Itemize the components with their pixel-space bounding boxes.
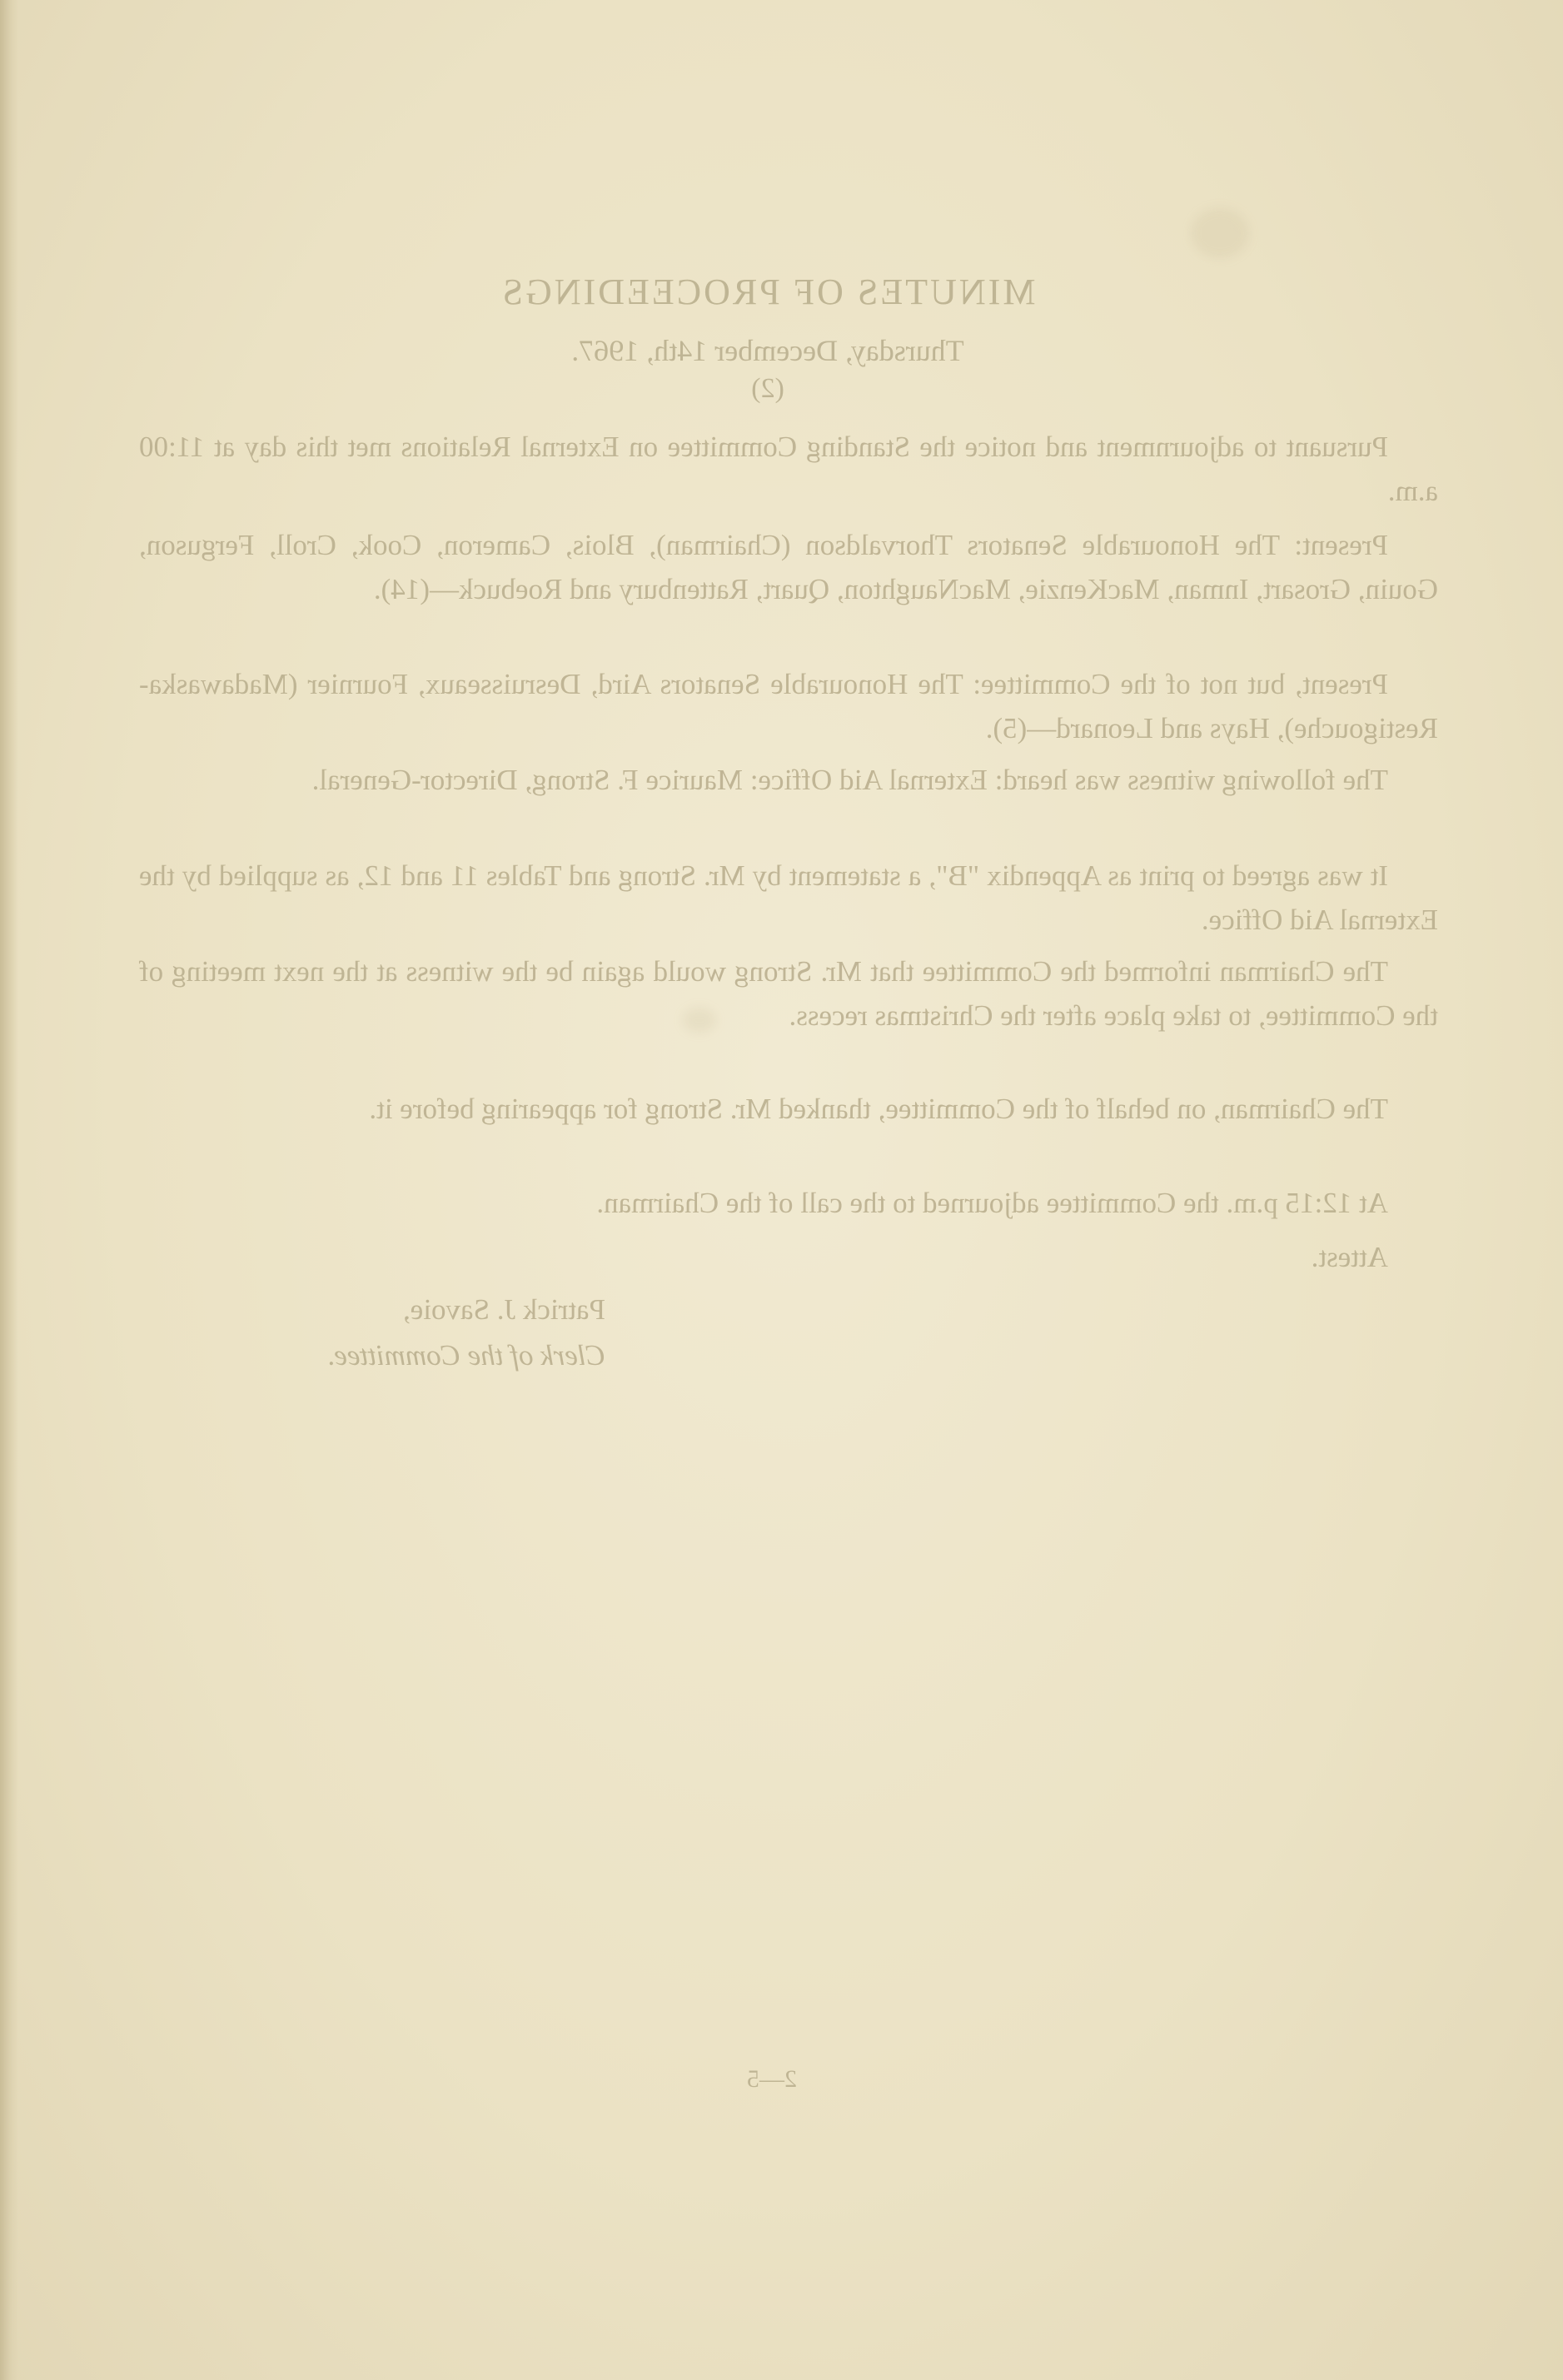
- minutes-title: MINUTES OF PROCEEDINGS: [500, 271, 1036, 312]
- paragraph-next-meeting: The Chairman informed the Committee that Mr. Strong would again be the witness at the next meeting of the Committee, to take place after the Christmas recess.: [139, 955, 1438, 1032]
- signature-role: Clerk of the Committee.: [326, 1339, 605, 1372]
- page-folio: 2—5: [747, 2065, 797, 2093]
- paragraph-appendix: It was agreed to print as Appendix "B", a statement by Mr. Strong and Tables 11 and 12, as supplied by the External Aid Office.: [139, 859, 1438, 936]
- signature-name: Patrick J. Savoie,: [402, 1293, 605, 1326]
- attest-label: Attest.: [1311, 1241, 1388, 1273]
- paragraph-adjourned: At 12:15 p.m. the Committee adjourned to the call of the Chairman.: [596, 1187, 1388, 1219]
- paragraph-thanks: The Chairman, on behalf of the Committee, thanked Mr. Strong for appearing before it.: [369, 1093, 1388, 1125]
- meeting-number: (2): [751, 373, 784, 404]
- meeting-date: Thursday, December 14th, 1967.: [571, 334, 964, 367]
- signature-block: [327, 1287, 605, 1378]
- paragraph-present-non-members: Present, but not of the Committee: The Honourable Senators Aird, Desruisseaux, Fournier (Madawaska-Restigouche), Hays and Leonard—(5).: [139, 668, 1438, 744]
- paragraph-witness: The following witness was heard: External Aid Office: Maurice F. Strong, Director-General.: [311, 764, 1388, 796]
- paragraph-present-members: Present: The Honourable Senators Thorvaldson (Chairman), Blois, Cameron, Cook, Croll, Ferguson, Gouin, Grosart, Inman, MacKenzie, MacNaughton, Quart, Rattenbury and Roebuck—(14).: [139, 529, 1438, 605]
- paragraph-adjournment: Pursuant to adjournment and notice the Standing Committee on External Relations met this day at 11:00 a.m.: [139, 431, 1438, 507]
